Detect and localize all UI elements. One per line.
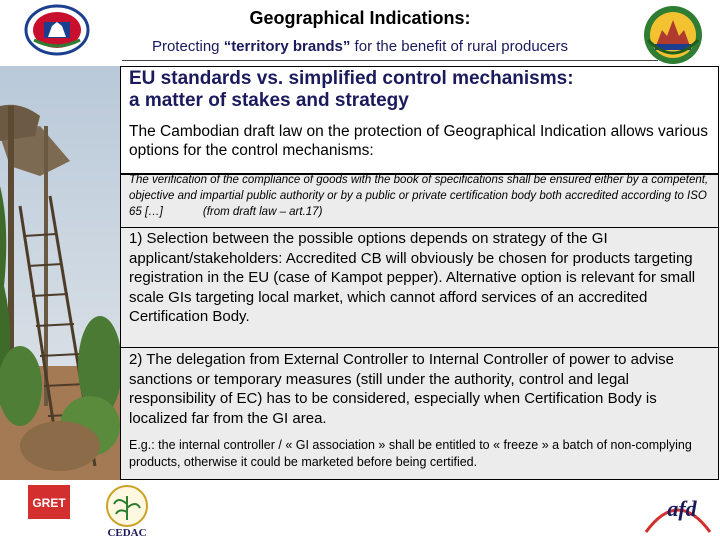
content-panel [120,64,720,480]
page-subtitle: Protecting “territory brands” for the benefit of rural producers [151,38,569,55]
cedac-logo [96,482,158,540]
gret-logo [28,485,70,519]
slide-header [0,0,720,62]
svg-text:afd: afd [667,496,697,521]
pepper-plantation-photo [0,66,120,480]
quote-reference: (from draft law – art.17) [202,206,323,218]
section-heading: EU standards vs. simplified control mechanisms: a matter of stakes and strategy [129,68,574,111]
header-divider [122,60,658,61]
intro-text: The Cambodian draft law on the protection of Geographical Indication allows various options for the control mechanisms: [129,123,708,159]
point-2-text: 2) The delegation from External Controller to Internal Controller of power to advise sanctions or temporary measures (still under the authority, control and legal responsibility of EC) has to be considered, especially when Certification Body is localized far from the GI area. [129,351,675,427]
cambodia-emblem-icon [642,4,704,66]
page-title: Geographical Indications: [249,8,471,28]
afd-logo [642,482,714,540]
svg-text:CEDAC: CEDAC [107,527,147,539]
svg-text:GRET: GRET [32,496,66,510]
example-text: E.g.: the internal controller / « GI association » shall be entitled to « freeze » a batch of non-complying products, otherwise it could be marketed before being certified. [129,438,692,469]
draft-law-quote: The verification of the compliance of goods with the book of specifications shall be ensured either by a competent, objective and impartial public authority or by a public or private certification body both accredited according to ISO 65 […] (from draft law – art.17) [129,174,709,218]
point-1-text: 1) Selection between the possible options depends on strategy of the GI applicant/stakeholders: Accredited CB will obviously be chosen for products targeting registration in the EU (case of Kampot pepper). Alternative option is relevant for small scale GIs targeting local market, which cannot afford services of an accredited Certification Body. [129,230,696,325]
